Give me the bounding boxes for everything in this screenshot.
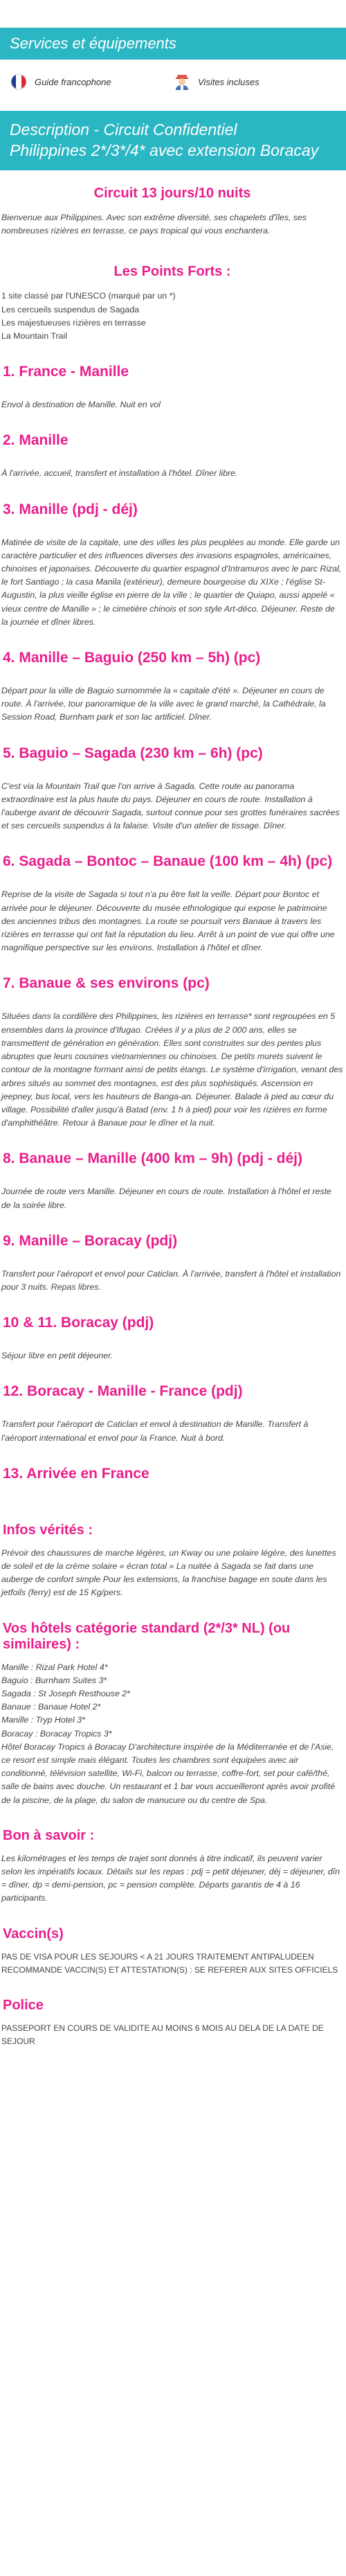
circuit-title: Circuit 13 jours/10 nuits — [93, 186, 251, 201]
services-row — [0, 60, 346, 104]
police-title: Police — [3, 1997, 44, 2013]
description-header — [0, 111, 346, 170]
service-label: Visites incluses — [198, 76, 260, 87]
page — [0, 28, 346, 2048]
hotel-description: Hôtel Boracay Tropics à Boracay D'architecture inspirée de la Méditerranée et de l'Asie, ce resort est simple mais élégant. Toutes les chambres sont équipées avec air conditionné, télévision satellite, Wi-Fi, balcon ou terrasse, coffre-fort, set pour café/thé, salle de bains avec douche. Un restaurant et 1 bar vous accueilleront après avoir profité de la piscine, de la plage, du salon de manucure ou du centre de Spa. — [1, 1741, 336, 1805]
tour-guide-icon — [173, 73, 191, 91]
day-text: Matinée de visite de la capitale, une des villes les plus peuplées au monde. Elle garde un caractère particulier et des influences diverses des invasions espagnoles, américaines, chinoises et japonaises. Découverte du quartier espagnol d'Intramuros avec le parc Rizal, le fort Santiago ; la casa Manila (extérieur), demeure bourgeoise du XIXe ; l'église St-Augustin, la plus vieille église en pierre de la ville ; le quartier de Quiapo, aussi appelé « vieux centre de Manille » ; le cimetière chinois et son style Art-déco. Déjeuner. Reste de la journée et dîner libres. — [1, 537, 342, 627]
day-text: Situées dans la cordillère des Philippines, les rizières en terrasse* sont regroupées en 5 ensembles dans la province d'Ifugao. Créées il y a plus de 2 000 ans, elles se transmettent de génération en génération. Elles sont construites sur des pentes plus abruptes que leurs cousines vietnamiennes ou chinoises. De petits murets suivent le contour de la montagne formant ainsi de petits étangs. Le système d'irrigation, venant des arbres situés au sommet des montagnes, est des plus sophistiqués. Ascension en jeepney, bus local, vers les hauteurs de Banga-an. Déjeuner. Balade à pied au cœur du village. Possibilité d'aller jusqu'à Batad (env. 1 h à pied) pour voir les rizières en forme d'amphithéâtre. Retour à Banaue pour le dîner et la nuit. — [1, 1011, 343, 1128]
vaccin-text: PAS DE VISA POUR LES SEJOURS < A 21 JOURS TRAITEMENT ANTIPALUDEEN RECOMMANDE VACCIN(S) ET ATTESTATION(S) : SE REFERER AUX SITES OFFICIELS — [1, 1951, 338, 1975]
description-title-line2: Philippines 2*/3*/4* avec extension Boracay — [10, 141, 319, 159]
list-item: 1 site classé par l'UNESCO (marqué par un *) — [1, 291, 176, 301]
list-item: Les majestueuses rizières en terrasse — [1, 317, 146, 328]
infos-text: Prévoir des chaussures de marche légères, un Kway ou une polaire légère, des lunettes de soleil et de la crème solaire « écran total » La nuitée à Sagada se fait dans une auberge de confort simple Pour les extensions, la franchise bagage en soute dans les jetfoils (ferry) est de 15 Kg/pers. — [1, 1547, 336, 1598]
list-item: Banaue : Banaue Hotel 2* — [1, 1702, 101, 1712]
day-title: 7. Banaue & ses environs (pc) — [3, 975, 210, 992]
day-title: 3. Manille (pdj - déj) — [3, 501, 138, 517]
list-item: Les cercueils suspendus de Sagada — [1, 304, 140, 314]
list-item: Baguio : Burnham Suites 3* — [1, 1675, 107, 1685]
police-text: PASSEPORT EN COURS DE VALIDITE AU MOINS 6 MOIS AU DELA DE LA DATE DE SEJOUR — [1, 2023, 324, 2046]
day-title: 9. Manille – Boracay (pdj) — [3, 1232, 178, 1249]
day-text: Transfert pour l'aéroport et envol pour Caticlan. À l'arrivée, transfert à l'hôtel et installation pour 3 nuits. Repas libres. — [1, 1268, 341, 1292]
day-text: C'est via la Mountain Trail que l'on arrive à Sagada. Cette route au panorama extraordinaire est la plus haute du pays. Déjeuner en cours de route. Installation à l'auberge avant de découvrir Sagada, surtout connue pour ses grottes funéraires sacrées et ses cercueils suspendus à la falaise. Visite d'un atelier de tissage. Dîner. — [1, 781, 340, 831]
day-title: 12. Boracay - Manille - France (pdj) — [3, 1383, 243, 1400]
bon-savoir-title: Bon à savoir : — [3, 1827, 95, 1843]
infos-title: Infos vérités : — [3, 1522, 93, 1538]
services-title: Services et équipements — [10, 35, 176, 52]
day-text: Reprise de la visite de Sagada si tout n'a pu être fait la veille. Départ pour Bontoc et arrivée pour le déjeuner. Découverte du musée ethnologique qui expose le patrimoine des anciennes tribus des montagnes. La route se poursuit vers Banaue à travers les rizières en terrasse qui ont fait la réputation du lieu. Arrêt à un point de vue qui offre une magnifique perspective sur les environs. Installation à l'hôtel et dîner. — [1, 889, 335, 953]
points-forts-title: Les Points Forts : — [113, 264, 231, 280]
day-text: Départ pour la ville de Baguio surnommée la « capitale d'été ». Déjeuner en cours de route. À l'arrivée, tour panoramique de la ville avec le grand marché, la Cathédrale, la Session Road, Burnham park et son lac artificiel. Dîner. — [1, 686, 326, 722]
day-title: 6. Sagada – Bontoc – Banaue (100 km – 4h) (pc) — [3, 853, 333, 870]
day-text: Journée de route vers Manille. Déjeuner en cours de route. Installation à l'hôtel et reste de la soirée libre. — [1, 1187, 331, 1210]
vaccin-title: Vaccin(s) — [3, 1926, 64, 1942]
day-title: 5. Baguio – Sagada (230 km – 6h) (pc) — [3, 745, 263, 761]
day-text: Transfert pour l'aéroport de Caticlan et envol à destination de Manille. Transfert à l'aéroport international et envol pour la France. Nuit à bord. — [1, 1419, 309, 1443]
service-visits — [173, 73, 336, 91]
list-item: Boracay : Boracay Tropics 3* — [1, 1728, 112, 1739]
circuit-intro: Bienvenue aux Philippines. Avec son extrême diversité, ses chapelets d'îles, ses nombreuses rizières en terrasse, ce pays tropical qui vous enchantera. — [1, 213, 307, 236]
day-title: 4. Manille – Baguio (250 km – 5h) (pc) — [3, 650, 261, 666]
hotels-list — [1, 1661, 343, 1741]
day-text: À l'arrivée, accueil, transfert et installation à l'hôtel. Dîner libre. — [1, 468, 238, 479]
day-title: 1. France - Manille — [3, 364, 129, 380]
list-item: Manille : Tryp Hotel 3* — [1, 1715, 85, 1725]
day-text: Envol à destination de Manille. Nuit en vol — [1, 400, 161, 410]
service-label: Guide francophone — [35, 76, 111, 87]
description-title-line1: Description - Circuit Confidentiel — [10, 121, 237, 139]
hotels-title: Vos hôtels catégorie standard (2*/3* NL) (ou similaires) : — [3, 1620, 291, 1652]
day-title: 10 & 11. Boracay (pdj) — [3, 1315, 154, 1331]
service-french-guide — [10, 73, 173, 91]
french-flag-icon — [10, 73, 28, 91]
bon-savoir-text: Les kilométrages et les temps de trajet sont donnés à titre indicatif, ils peuvent varier selon les impératifs locaux. Détails sur les repas : pdj = petit déjeuner, déj = déjeuner, dîn = dîner, dp = demi-pension, pc = pension complète. Départs garantis de 4 à 16 participants. — [1, 1853, 340, 1903]
points-forts-list — [1, 290, 343, 343]
list-item: Manille : Rizal Park Hotel 4* — [1, 1662, 108, 1672]
itinerary-content — [0, 186, 346, 2048]
list-item: Sagada : St Joseph Resthouse 2* — [1, 1688, 130, 1698]
day-title: 8. Banaue – Manille (400 km – 9h) (pdj - déj) — [3, 1151, 302, 1167]
day-title: 2. Manille — [3, 432, 69, 449]
day-text: Séjour libre en petit déjeuner. — [1, 1351, 113, 1361]
services-header — [0, 28, 346, 60]
day-title: 13. Arrivée en France — [3, 1465, 149, 1482]
list-item: La Mountain Trail — [1, 331, 68, 341]
